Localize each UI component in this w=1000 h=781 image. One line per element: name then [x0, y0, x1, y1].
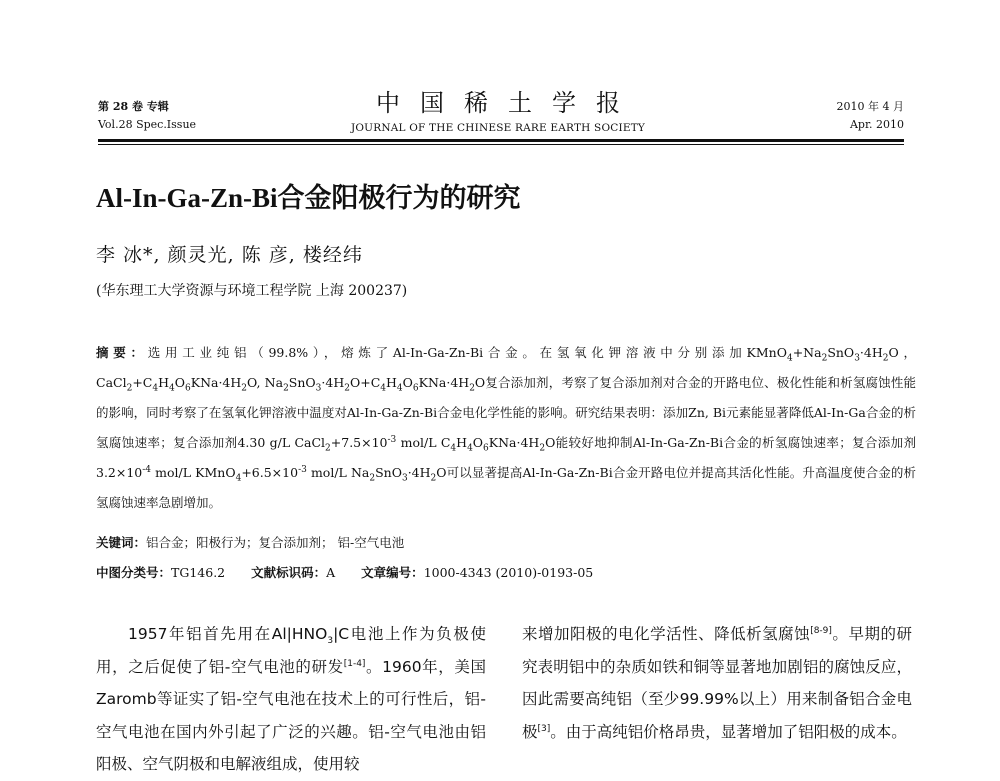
citation: [8-9]	[810, 625, 832, 636]
citation: [1-4]	[343, 658, 366, 669]
keywords	[96, 533, 404, 551]
body-text: 。1960年，美国Zaromb等证实了铝-空气电池在技术上的可行性后，铝-空气电池在国内外引起了广泛的兴趣。铝-空气电池由铝阳极、空气阴极和电解液组成，使用较	[96, 657, 486, 773]
abstract-text: +6.5×10	[241, 465, 299, 480]
abstract-text: mol/L C	[396, 435, 451, 450]
issue-date-en: Apr. 2010	[849, 118, 904, 131]
abstract-text: H	[386, 375, 397, 390]
abstract	[96, 338, 916, 518]
abstract-text: KNa·4H	[488, 435, 540, 450]
subscript: 2	[539, 443, 546, 454]
subscript: 4	[467, 443, 473, 454]
body-text: 1957年铝首先用在Al|HNO	[128, 625, 328, 643]
abstract-text: +C	[132, 375, 153, 390]
volume-info	[98, 98, 196, 134]
doc-code-label: 文献标识码：	[251, 565, 327, 580]
subscript: 2	[469, 383, 475, 394]
citation: [3]	[537, 723, 551, 734]
subscript: 2	[369, 473, 376, 484]
subscript: 3	[854, 353, 860, 364]
abstract-text: SnO	[375, 465, 402, 480]
subscript: 4	[786, 353, 793, 364]
subscript: 2	[882, 353, 889, 364]
superscript: -4	[142, 464, 152, 475]
abstract-text: O	[174, 375, 185, 390]
subscript: 3	[315, 383, 322, 394]
header-rule-thick	[98, 139, 904, 142]
subscript: 2	[283, 383, 289, 394]
subscript: 2	[126, 383, 133, 394]
abstract-text: mol/L Na	[306, 465, 370, 480]
abstract-text: KNa·4H	[418, 375, 470, 390]
authors: 李 冰*, 颜灵光, 陈 彦, 楼经纬	[96, 244, 363, 266]
journal-name	[338, 86, 658, 136]
abstract-text: SnO	[827, 345, 855, 360]
subscript: 2	[241, 383, 248, 394]
subscript: 3	[401, 473, 408, 484]
abstract-text: O+C	[349, 375, 381, 390]
abstract-text: O	[402, 375, 413, 390]
abstract-text: mol/L KMnO	[151, 465, 236, 480]
abstract-text: O，CaCl	[96, 345, 916, 390]
journal-name-en: JOURNAL OF THE CHINESE RARE EARTH SOCIETY	[350, 122, 646, 134]
abstract-text: 选用工业纯铝（99.8%），熔炼了Al-In-Ga-Zn-Bi合金。在氢氧化钾溶液中分别添加KMnO	[147, 345, 787, 360]
abstract-text: +Na	[792, 345, 822, 360]
subscript: 2	[344, 383, 350, 394]
volume-cn: 第 28 卷 专辑	[98, 100, 169, 113]
article-id-value: 1000-4343 (2010)-0193-05	[423, 565, 594, 580]
abstract-text: O能较好地抑制Al-In-Ga-Zn-Bi合金的析氢腐蚀速率；复合添加剂3.2×10	[96, 435, 916, 480]
subscript: 4	[169, 383, 175, 394]
doc-code-value: A	[326, 565, 336, 580]
subscript: 6	[412, 383, 419, 394]
body-text: |C电池上作为负极使用，之后促使了铝-空气电池的研发	[96, 625, 487, 676]
abstract-text: +7.5×10	[330, 435, 388, 450]
abstract-text: ·4H	[407, 465, 431, 480]
journal-name-cn: 中国稀土学报	[376, 89, 640, 117]
subscript: 2	[821, 353, 828, 364]
keywords-text: 铝合金；阳极行为；复合添加剂； 铝-空气电池	[146, 535, 405, 550]
abstract-label: 摘要：	[96, 345, 148, 360]
subscript: 6	[185, 383, 191, 394]
body-column-right	[522, 618, 912, 748]
subscript: 2	[325, 443, 331, 454]
abstract-text: O	[472, 435, 484, 450]
subscript: 4	[396, 383, 403, 394]
body-text: 来增加阳极的电化学活性、降低析氢腐蚀	[522, 625, 811, 643]
issue-date-cn: 2010 年 4 月	[836, 100, 904, 113]
body-column-left	[96, 618, 486, 781]
abstract-text: ·4H	[321, 375, 345, 390]
issue-date	[837, 98, 904, 134]
affiliation: (华东理工大学资源与环境工程学院 上海 200237)	[96, 283, 408, 299]
abstract-text: ·4H	[859, 345, 883, 360]
article-id-label: 文章编号：	[361, 565, 424, 580]
volume-en: Vol.28 Spec.Issue	[98, 118, 197, 131]
subscript: 6	[483, 443, 489, 454]
keywords-label: 关键词：	[96, 535, 147, 550]
abstract-text: SnO	[288, 375, 316, 390]
superscript: -3	[298, 464, 307, 475]
body-text: 。由于高纯铝价格昂贵，显著增加了铝阳极的成本。	[550, 722, 907, 741]
subscript: 4	[450, 443, 457, 454]
journal-header	[98, 86, 904, 146]
abstract-text: H	[456, 435, 468, 450]
clc-value: TG146.2	[171, 565, 226, 580]
subscript: 3	[327, 636, 334, 647]
abstract-text: H	[158, 375, 170, 390]
classification-line	[96, 563, 619, 581]
abstract-text: KNa·4H	[190, 375, 242, 390]
superscript: -3	[387, 434, 397, 445]
clc-label: 中图分类号：	[96, 565, 172, 580]
subscript: 2	[430, 473, 437, 484]
subscript: 4	[235, 473, 242, 484]
header-rule-thin	[98, 144, 904, 145]
paper-title: Al-In-Ga-Zn-Bi合金阳极行为的研究	[96, 183, 521, 213]
subscript: 4	[380, 383, 386, 394]
abstract-text: O可以显著提高Al-In-Ga-Zn-Bi合金开路电位并提高其活化性能。升高温度使合金的析氢腐蚀速率急剧增加。	[96, 465, 916, 510]
abstract-text: O复合添加剂，考察了复合添加剂对合金的开路电位、极化性能和析氢腐蚀性能的影响，同时考察了在氢氧化钾溶液中温度对Al-In-Ga-Zn-Bi合金电化学性能的影响。研究结果表明：添加Zn, Bi元素能显著降低Al-In-Ga合金的析氢腐蚀速率；复合添加剂4.30 g/L CaCl	[96, 375, 916, 450]
subscript: 4	[152, 383, 159, 394]
body-text: 。早期的研究表明铝中的杂质如铁和铜等显著地加剧铝的腐蚀反应，因此需要高纯铝（至少99.99%以上）用来制备铝合金电极	[522, 625, 912, 741]
abstract-text: O, Na	[247, 375, 284, 390]
